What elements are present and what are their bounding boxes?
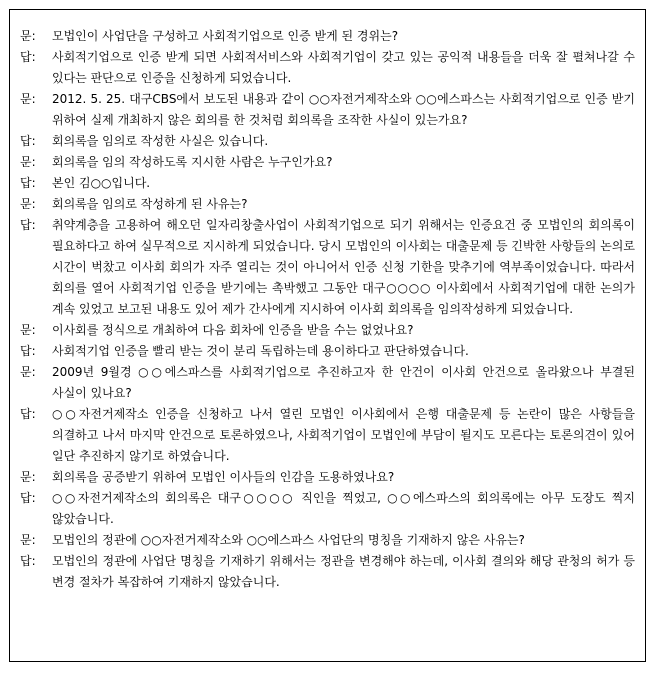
answer-6 — [20, 404, 635, 467]
entry-text: 모법인이 사업단을 구성하고 사회적기업으로 인증 받게 된 경위는? — [52, 29, 399, 43]
question-5 — [20, 320, 635, 341]
question-2 — [20, 89, 635, 131]
entry-text: 회의록을 임의로 작성하게 된 사유는? — [52, 197, 248, 211]
question-4 — [20, 194, 635, 215]
entry-label: 답: — [20, 491, 36, 505]
question-6 — [20, 362, 635, 404]
entry-label: 답: — [20, 554, 36, 568]
entry-text: ○○자전거제작소 인증을 신청하고 나서 열린 모법인 이사회에서 은행 대출문제 등 논란이 많은 사항들을 의결하고 나서 마지막 안건으로 토론하였으나, 사회적기업이 모법인에 부담이 될지도 모른다는 토론의견이 있어 일단 추진하지 않기로 하였습니다. — [52, 407, 635, 463]
entry-text: ○○자전거제작소의 회의록은 대구○○○○ 직인을 찍었고, ○○에스파스의 회의록에는 아무 도장도 찍지 않았습니다. — [52, 491, 635, 526]
entry-label: 문: — [20, 155, 36, 169]
question-7 — [20, 467, 635, 488]
entry-text: 회의록을 임의로 작성한 사실은 있습니다. — [52, 134, 269, 148]
entry-text: 사회적기업으로 인증 받게 되면 사회적서비스와 사회적기업이 갖고 있는 공익적 내용들을 더욱 잘 펼쳐나갈 수 있다는 판단으로 인증을 신청하게 되었습니다. — [52, 50, 635, 85]
question-1 — [20, 26, 635, 47]
entry-text: 2009년 9월경 ○○에스파스를 사회적기업으로 추진하고자 한 안건이 이사회 안건으로 올라왔으나 부결된 사실이 있나요? — [52, 365, 635, 400]
answer-1 — [20, 47, 635, 89]
entry-text: 모법인의 정관에 사업단 명칭을 기재하기 위해서는 정관을 변경해야 하는데, 이사회 결의와 해당 관청의 허가 등 변경 절차가 복잡하여 기재하지 않았습니다. — [52, 554, 635, 589]
entry-label: 문: — [20, 365, 36, 379]
entry-label: 문: — [20, 92, 36, 106]
entry-label: 답: — [20, 218, 36, 232]
entry-text: 본인 김○○입니다. — [52, 176, 151, 190]
answer-2 — [20, 131, 635, 152]
entry-label: 문: — [20, 533, 36, 547]
entry-text: 2012. 5. 25. 대구CBS에서 보도된 내용과 같이 ○○자전거제작소와 ○○에스파스는 사회적기업으로 인증 받기 위하여 실제 개최하지 않은 회의를 한 것처럼 회의록을 조작한 사실이 있는가요? — [52, 92, 635, 127]
entry-text: 취약계층을 고용하여 해오던 일자리창출사업이 사회적기업으로 되기 위해서는 인증요건 중 모법인의 회의록이 필요하다고 하여 실무적으로 지시하게 되었습니다. 당시 모법인의 이사회는 대출문제 등 긴박한 사항들의 논의로 시간이 벅찼고 이사회 회의가 자주 열리는 것이 아니어서 인증 신청 기한을 맞추기에 역부족이었습니다. 따라서 회의를 열어 사회적기업 인증을 받기에는 촉박했고 그동안 대구○○○○ 이사회에서 사회적기업에 대한 논의가 계속 있었고 보고된 내용도 있어 제가 간사에게 지시하여 이사회 회의록을 임의작성하게 되었습니다. — [52, 218, 635, 316]
question-3 — [20, 152, 635, 173]
entry-label: 답: — [20, 344, 36, 358]
answer-7 — [20, 488, 635, 530]
answer-8 — [20, 551, 635, 593]
entry-label: 문: — [20, 323, 36, 337]
answer-4 — [20, 215, 635, 320]
entry-label: 답: — [20, 134, 36, 148]
entry-text: 모법인의 정관에 ○○자전거제작소와 ○○에스파스 사업단의 명칭을 기재하지 않은 사유는? — [52, 533, 525, 547]
entry-label: 답: — [20, 407, 36, 421]
entry-label: 답: — [20, 50, 36, 64]
entry-label: 문: — [20, 29, 36, 43]
question-8 — [20, 530, 635, 551]
interview-transcript-box — [9, 9, 646, 662]
answer-5 — [20, 341, 635, 362]
entry-text: 이사회를 정식으로 개최하여 다음 회차에 인증을 받을 수는 없었나요? — [52, 323, 414, 337]
entry-text: 회의록을 공증받기 위하여 모법인 이사들의 인감을 도용하였나요? — [52, 470, 395, 484]
answer-3 — [20, 173, 635, 194]
entry-label: 답: — [20, 176, 36, 190]
entry-text: 사회적기업 인증을 빨리 받는 것이 분리 독립하는데 용이하다고 판단하였습니다. — [52, 344, 469, 358]
entry-label: 문: — [20, 470, 36, 484]
entry-text: 회의록을 임의 작성하도록 지시한 사람은 누구인가요? — [52, 155, 333, 169]
entry-label: 문: — [20, 197, 36, 211]
